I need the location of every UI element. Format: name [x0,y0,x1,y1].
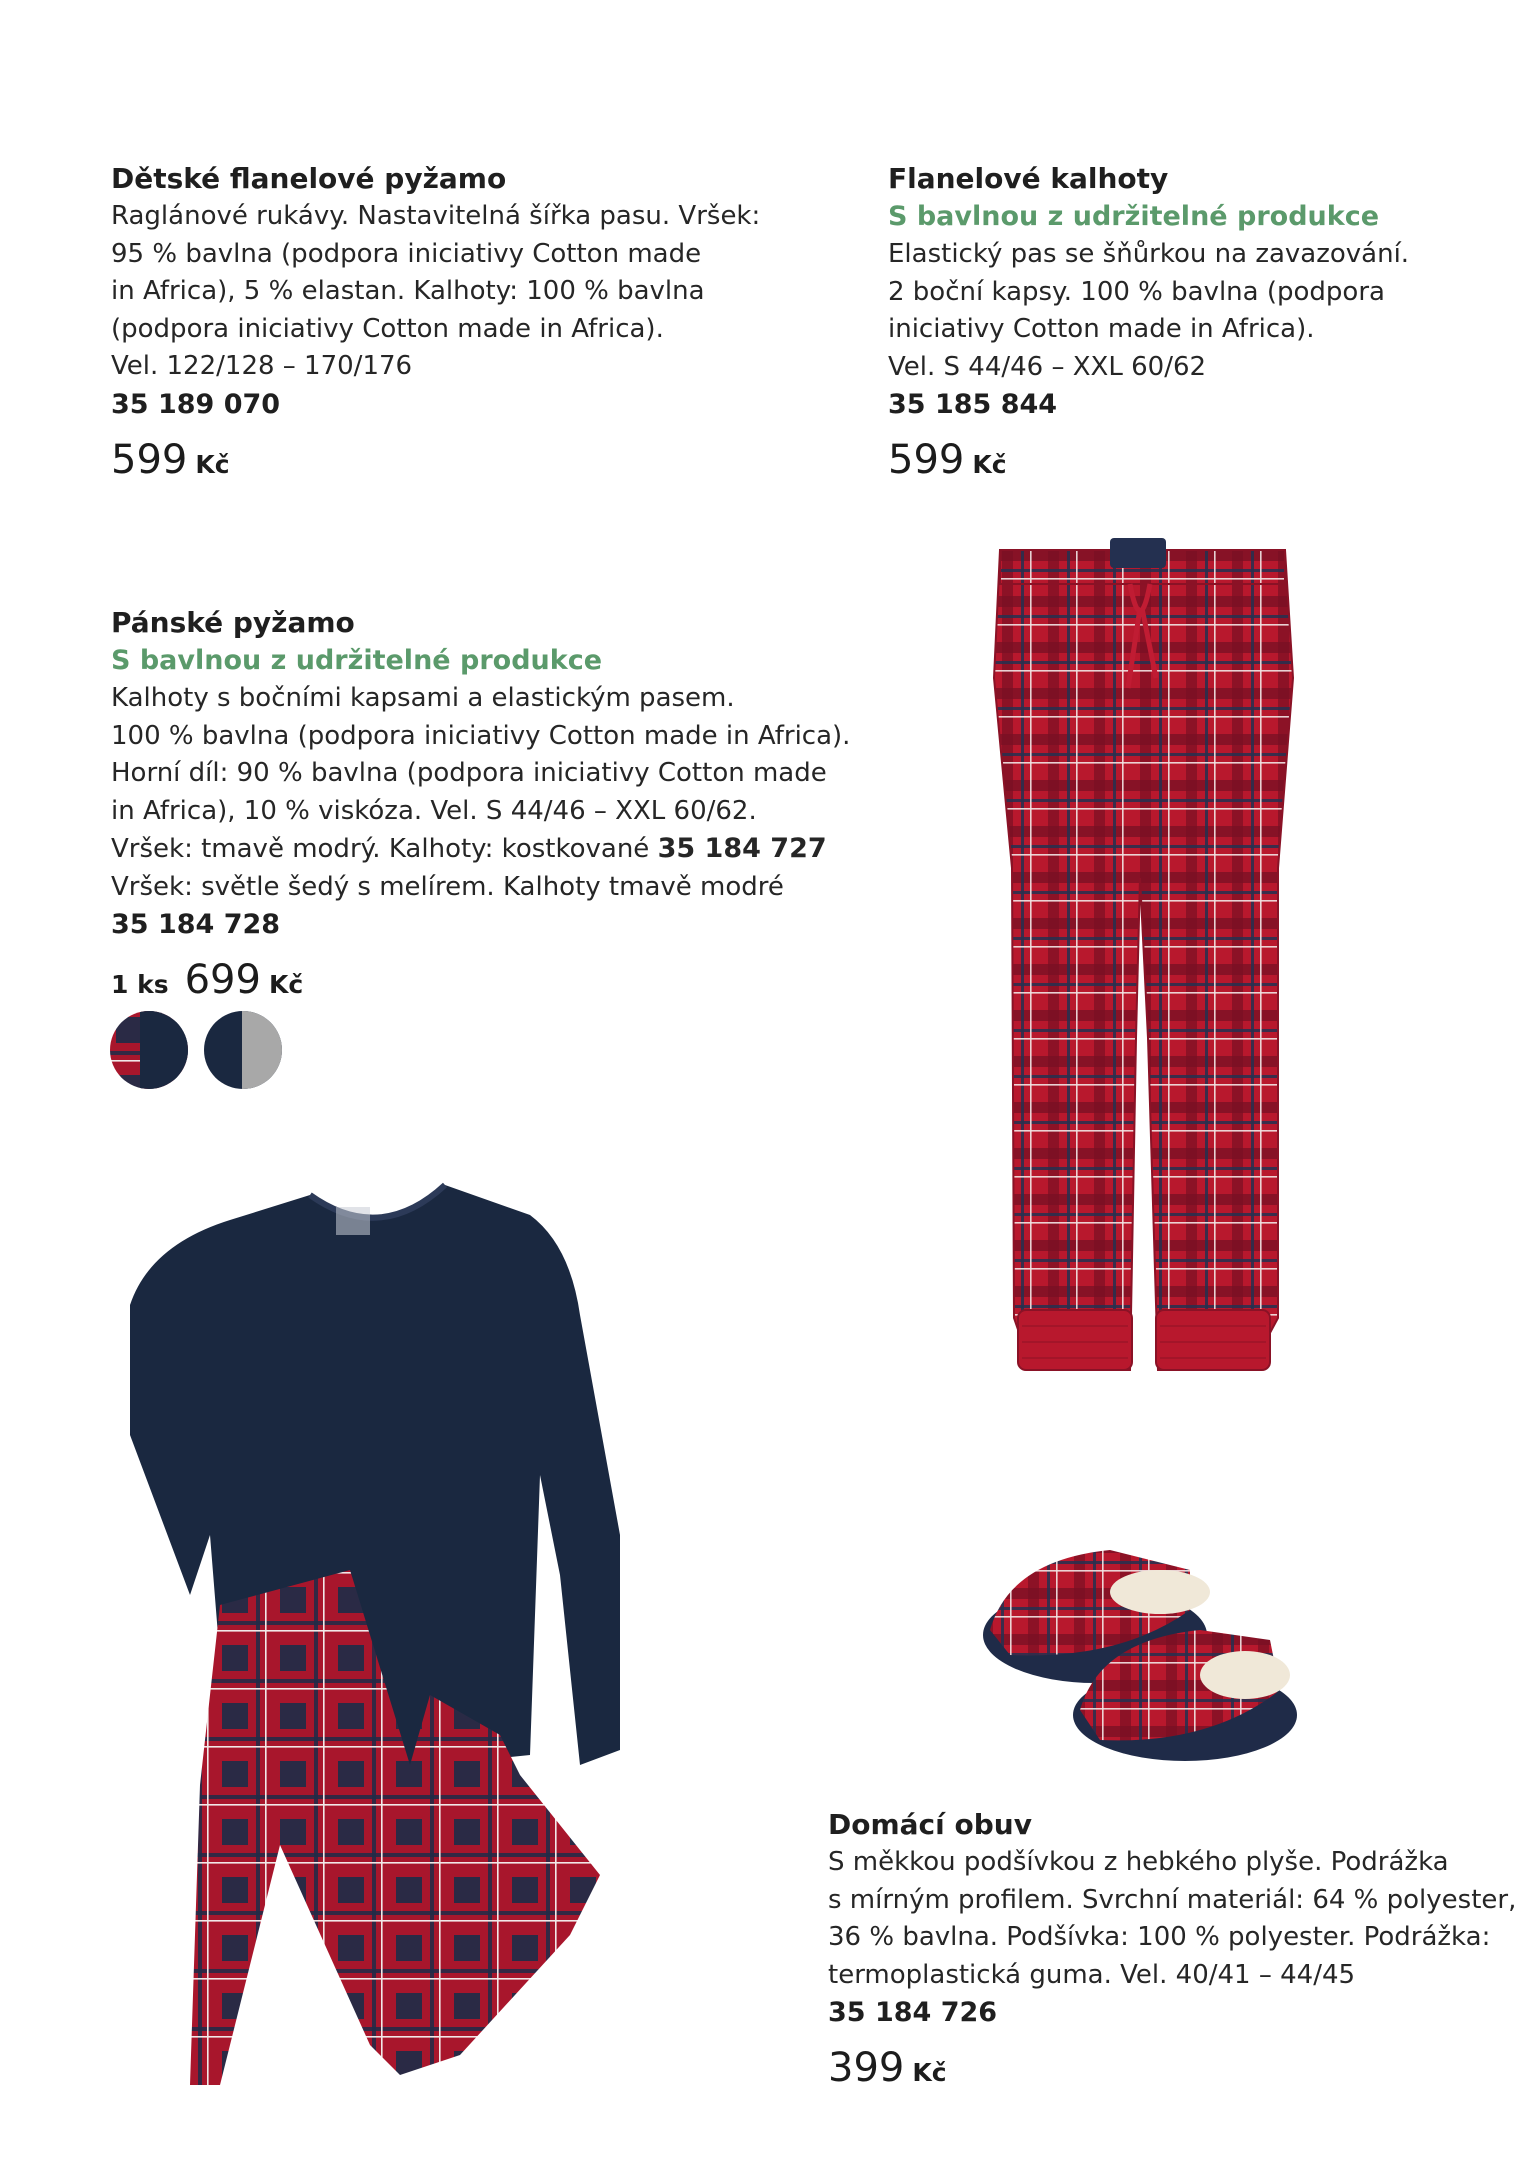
product-kids-pajama [111,160,760,496]
variant-text: Vršek: tmavě modrý. Kalhoty: kostkované [111,834,650,864]
price-value: 599 [888,437,965,483]
product-desc-line: Vel. 122/128 – 170/176 [111,351,413,381]
price-quantity: 1 ks [111,970,169,999]
product-desc-line: s mírným profilem. Svrchní materiál: 64 % polyester, [828,1884,1517,1915]
product-desc-line: Horní díl: 90 % bavlna (podpora iniciativy Cotton made [111,758,827,788]
product-desc-line: 95 % bavlna (podpora iniciativy Cotton made [111,238,702,269]
pajama-set-image [100,1175,680,2095]
price-value: 599 [111,436,188,483]
price-value: 399 [828,2045,905,2091]
slippers-image [970,1530,1310,1770]
product-desc-line: iniciativy Cotton made in Africa). [888,314,1315,344]
product-flannel-pants [888,160,1409,496]
product-slippers [828,1806,1516,2104]
product-desc-line: 100 % bavlna (podpora iniciativy Cotton made in Africa). [111,720,851,751]
product-desc-line: Vel. S 44/46 – XXL 60/62 [888,351,1207,382]
product-price [111,952,850,1016]
product-desc-line: 36 % bavlna. Podšívka: 100 % polyester. Podrážka: [828,1922,1491,1952]
color-swatch-plaid-navy[interactable] [110,1011,188,1089]
product-desc-line: termoplastická guma. Vel. 40/41 – 44/45 [828,1959,1356,1990]
price-currency: Kč [912,2058,947,2087]
product-price [111,432,760,496]
product-desc-line: 2 boční kapsy. 100 % bavlna (podpora [888,276,1385,307]
product-subtitle: S bavlnou z udržitelné produkce [111,645,603,676]
color-swatch-grey-navy[interactable] [204,1011,282,1089]
product-price [888,432,1409,496]
product-desc-line: in Africa), 5 % elastan. Kalhoty: 100 % bavlna [111,276,705,306]
product-desc-line: Raglánové rukávy. Nastavitelná šířka pasu. Vršek: [111,201,761,231]
price-currency: Kč [268,970,304,999]
swatch-plaid-navy-graphic [110,1011,188,1089]
price-currency: Kč [972,450,1007,479]
product-sku: 35 185 844 [888,389,1058,420]
product-desc-line: Elastický pas se šňůrkou na zavazování. [888,239,1410,269]
product-desc-line: Kalhoty s bočními kapsami a elastickým pasem. [111,683,735,713]
product-desc-line: (podpora iniciativy Cotton made in Africa). [111,313,664,344]
variant-line [111,830,850,869]
product-title: Flanelové kalhoty [888,162,1169,195]
variant-line: Vršek: světle šedý s melírem. Kalhoty tmavě modré [111,871,784,902]
product-sku: 35 189 070 [111,388,281,420]
product-sku: 35 184 728 [111,909,281,940]
product-desc-line: S měkkou podšívkou z hebkého plyše. Podrážka [828,1847,1449,1877]
price-value: 699 [184,957,261,1003]
product-title: Pánské pyžamo [111,606,355,639]
product-title: Domácí obuv [828,1808,1032,1841]
product-mens-pajama [111,604,850,1016]
product-sku: 35 184 726 [828,1997,998,2028]
product-price [828,2040,1516,2104]
price-currency: Kč [195,449,230,479]
product-subtitle: S bavlnou z udržitelné produkce [888,201,1380,232]
product-title: Dětské flanelové pyžamo [111,162,507,195]
product-desc-line: in Africa), 10 % viskóza. Vel. S 44/46 – XXL 60/62. [111,795,757,826]
swatch-grey-navy-graphic [204,1011,282,1089]
variant-sku: 35 184 727 [657,833,827,864]
plaid-pants-image [990,538,1296,1410]
